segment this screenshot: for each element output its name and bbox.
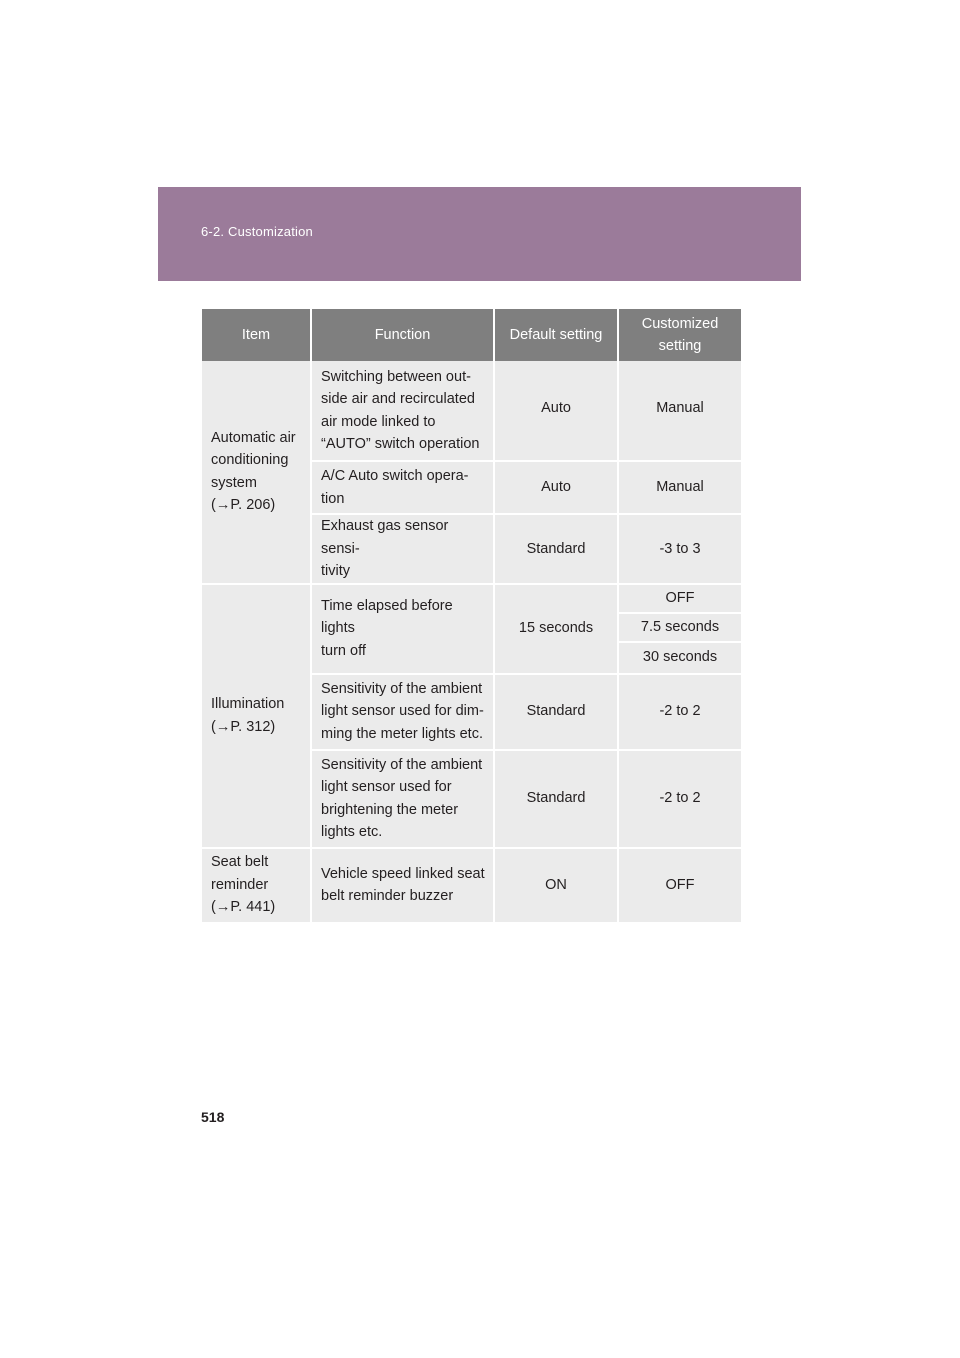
- customized-setting-cell: -2 to 2: [618, 674, 741, 750]
- customization-table: [202, 309, 741, 924]
- function-cell: Vehicle speed linked seat belt reminder buzzer: [311, 848, 494, 923]
- default-setting-cell: Standard: [494, 750, 618, 848]
- default-setting-cell: ON: [494, 848, 618, 923]
- customized-setting-cell: -3 to 3: [618, 514, 741, 584]
- item-cell-air-conditioning: Automatic air conditioning system (→P. 206): [202, 361, 311, 584]
- customized-setting-cell: OFF: [618, 848, 741, 923]
- customized-setting-cell: 30 seconds: [618, 642, 741, 674]
- page-number: 518: [201, 1109, 225, 1125]
- column-header-customized-setting: [618, 309, 741, 361]
- table-row: [202, 361, 741, 461]
- column-header-default-setting: Default setting: [494, 309, 618, 361]
- section-title: 6-2. Customization: [201, 224, 313, 239]
- default-setting-cell: Auto: [494, 361, 618, 461]
- function-cell: A/C Auto switch opera- tion: [311, 461, 494, 514]
- table-row: [202, 584, 741, 613]
- customized-setting-cell: Manual: [618, 361, 741, 461]
- column-header-customized-label: Customized setting: [641, 315, 719, 354]
- item-cell-illumination: Illumination (→P. 312): [202, 584, 311, 848]
- function-cell: Time elapsed before lights turn off: [311, 584, 494, 674]
- column-header-function: Function: [311, 309, 494, 361]
- default-setting-cell: Standard: [494, 514, 618, 584]
- table-row: [202, 848, 741, 923]
- default-setting-cell: Auto: [494, 461, 618, 514]
- function-cell: Sensitivity of the ambient light sensor used for brightening the meter lights etc.: [311, 750, 494, 848]
- section-header-band: [158, 187, 801, 281]
- column-header-item: Item: [202, 309, 311, 361]
- default-setting-cell: Standard: [494, 674, 618, 750]
- default-setting-cell: 15 seconds: [494, 584, 618, 674]
- customized-setting-cell: Manual: [618, 461, 741, 514]
- table-header-row: [202, 309, 741, 361]
- function-cell: Switching between out- side air and recirculated air mode linked to “AUTO” switch operation: [311, 361, 494, 461]
- customized-setting-cell: -2 to 2: [618, 750, 741, 848]
- function-cell: Exhaust gas sensor sensi- tivity: [311, 514, 494, 584]
- item-cell-seat-belt-reminder: Seat belt reminder (→P. 441): [202, 848, 311, 923]
- customized-setting-cell: 7.5 seconds: [618, 613, 741, 642]
- function-cell: Sensitivity of the ambient light sensor used for dim- ming the meter lights etc.: [311, 674, 494, 750]
- customized-setting-cell: OFF: [618, 584, 741, 613]
